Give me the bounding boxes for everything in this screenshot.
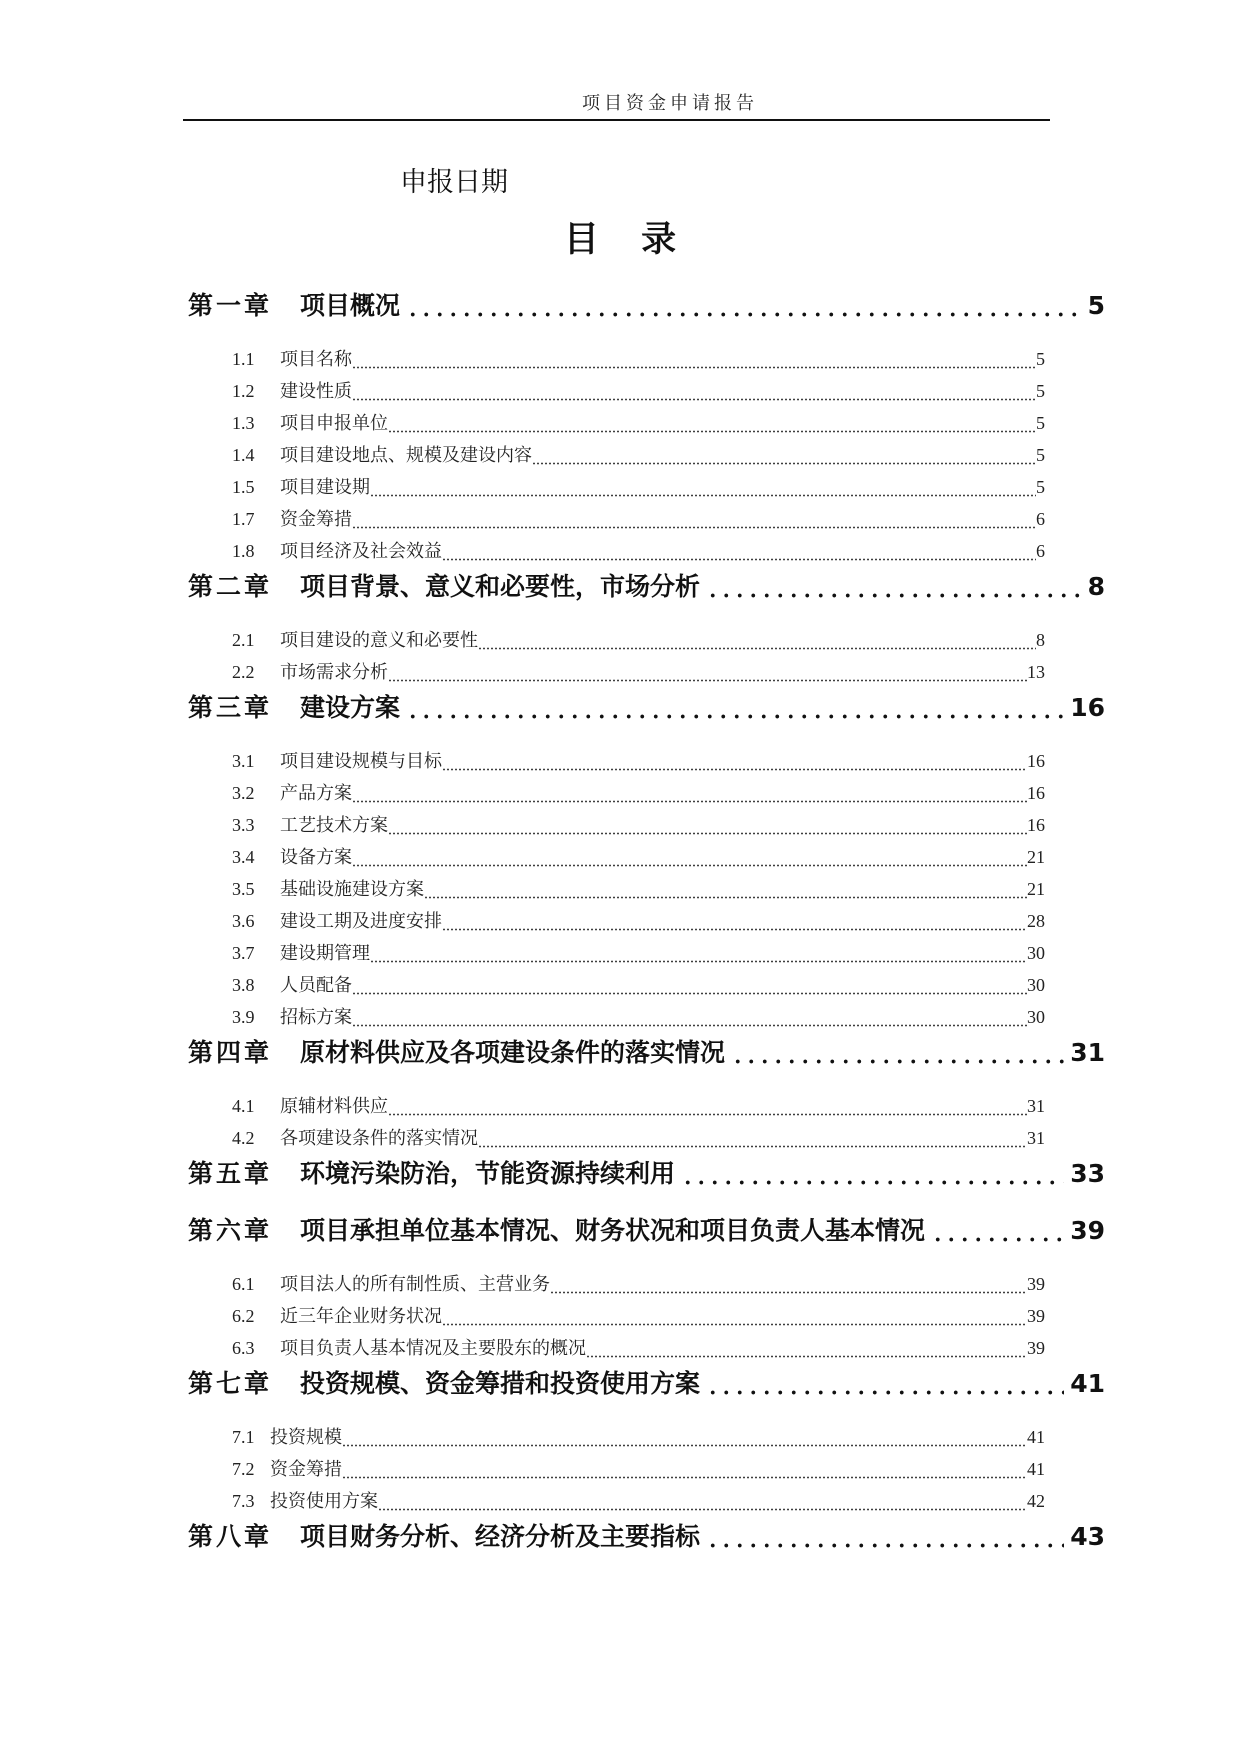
section-number: 6.1 [232,1274,255,1294]
section-title: 人员配备 [280,975,352,995]
toc-chapter-entry [188,1211,1105,1251]
dot-leader [370,494,1036,497]
dot-leader [706,593,1082,598]
section-number: 2.1 [232,630,255,650]
toc-chapter-group [188,567,1105,688]
section-number: 6.2 [232,1306,255,1326]
chapter-title: 投资规模、资金筹措和投资使用方案 [300,1369,701,1398]
toc-chapter-entry [188,1517,1105,1557]
section-number: 3.3 [232,815,255,835]
toc-section-entry [232,375,1045,407]
toc-chapter-entry [188,567,1105,607]
dot-leader [442,768,1027,771]
section-page-number: 5 [1036,349,1045,369]
toc-section-entry [232,439,1045,471]
toc-chapter-group [188,688,1105,1033]
dot-leader [352,992,1027,995]
section-number: 7.2 [232,1459,255,1479]
toc-section-entry [232,1122,1045,1154]
section-title: 设备方案 [280,847,352,867]
section-page-number: 31 [1027,1128,1045,1148]
section-title: 资金筹措 [270,1459,342,1479]
section-page-number: 39 [1027,1274,1045,1294]
chapter-label: 第七章 [188,1369,273,1398]
section-title: 投资规模 [270,1427,342,1447]
section-number: 1.8 [232,541,255,561]
dot-leader [352,864,1027,867]
chapter-label: 第三章 [188,693,273,722]
section-title: 项目建设期 [280,477,370,497]
section-number: 3.1 [232,751,255,771]
section-page-number: 16 [1027,751,1045,771]
dot-leader [586,1355,1027,1358]
chapter-title: 建设方案 [300,693,401,722]
dot-leader [931,1237,1064,1242]
section-title: 原辅材料供应 [280,1096,388,1116]
section-page-number: 5 [1036,381,1045,401]
section-page-number: 16 [1027,815,1045,835]
section-title: 项目建设地点、规模及建设内容 [280,445,532,465]
dot-leader [388,832,1027,835]
toc-section-entry [232,535,1045,567]
toc-section-entry [232,343,1045,375]
toc-section-entry [232,503,1045,535]
dot-leader [370,960,1027,963]
toc-chapter-entry [188,1154,1105,1194]
toc-chapter-group [188,1517,1105,1557]
toc-section-entry [232,1453,1045,1485]
toc-section-entry [232,969,1045,1001]
chapter-label: 第八章 [188,1522,273,1551]
section-page-number: 30 [1027,1007,1045,1027]
section-number: 3.4 [232,847,255,867]
toc-title: 目 录 [563,220,677,260]
toc-chapter-entry [188,1033,1105,1073]
toc-section-entry [232,937,1045,969]
dot-leader [442,558,1036,561]
toc-section-entry [232,1332,1045,1364]
section-number: 1.5 [232,477,255,497]
toc-chapter-group [188,1033,1105,1154]
dot-leader [731,1059,1064,1064]
dot-leader [352,526,1036,529]
section-number: 1.7 [232,509,255,529]
section-title: 市场需求分析 [280,662,388,682]
section-title: 项目法人的所有制性质、主营业务 [280,1274,550,1294]
section-number: 2.2 [232,662,255,682]
toc-section-entry [232,905,1045,937]
section-page-number: 30 [1027,975,1045,995]
header-divider [183,119,1050,121]
section-number: 6.3 [232,1338,255,1358]
section-title: 近三年企业财务状况 [280,1306,442,1326]
dot-leader [478,1145,1027,1148]
section-title: 项目建设规模与目标 [280,751,442,771]
toc-section-entry [232,777,1045,809]
toc-section-entry [232,471,1045,503]
toc-section-entry [232,1001,1045,1033]
section-page-number: 41 [1027,1459,1045,1479]
chapter-label: 第六章 [188,1216,273,1245]
section-title: 各项建设条件的落实情况 [280,1128,478,1148]
chapter-title: 环境污染防治，节能资源持续利用 [300,1159,676,1188]
dot-leader [388,430,1036,433]
section-page-number: 31 [1027,1096,1045,1116]
section-page-number: 39 [1027,1338,1045,1358]
section-page-number: 8 [1036,630,1045,650]
section-page-number: 21 [1027,847,1045,867]
chapter-label: 第四章 [188,1038,273,1067]
section-page-number: 5 [1036,477,1045,497]
chapter-page-number: 41 [1070,1369,1105,1398]
toc-section-entry [232,656,1045,688]
section-title: 建设性质 [280,381,352,401]
toc-section-entry [232,1300,1045,1332]
section-number: 1.1 [232,349,255,369]
toc-section-entry [232,745,1045,777]
section-number: 7.3 [232,1491,255,1511]
toc-chapter-group [188,1364,1105,1517]
section-title: 项目经济及社会效益 [280,541,442,561]
chapter-page-number: 5 [1087,291,1105,320]
toc-chapter-entry [188,688,1105,728]
toc-section-entry [232,841,1045,873]
dot-leader [378,1508,1027,1511]
dot-leader [442,928,1027,931]
chapter-page-number: 16 [1070,693,1105,722]
dot-leader [352,398,1036,401]
chapter-label: 第一章 [188,291,273,320]
section-number: 3.9 [232,1007,255,1027]
chapter-title: 项目承担单位基本情况、财务状况和项目负责人基本情况 [300,1216,926,1245]
dot-leader [532,462,1036,465]
toc-chapter-entry [188,1364,1105,1404]
chapter-title: 项目财务分析、经济分析及主要指标 [300,1522,701,1551]
chapter-title: 原材料供应及各项建设条件的落实情况 [300,1038,726,1067]
section-title: 项目申报单位 [280,413,388,433]
dot-leader [352,366,1036,369]
section-page-number: 39 [1027,1306,1045,1326]
section-title: 产品方案 [280,783,352,803]
toc-section-entry [232,407,1045,439]
chapter-page-number: 33 [1070,1159,1105,1188]
dot-leader [406,312,1082,317]
section-page-number: 5 [1036,445,1045,465]
page-header-title: 项目资金申请报告 [582,93,758,114]
dot-leader [424,896,1027,899]
chapter-page-number: 31 [1070,1038,1105,1067]
toc-section-entry [232,1090,1045,1122]
section-number: 1.2 [232,381,255,401]
section-title: 基础设施建设方案 [280,879,424,899]
section-number: 7.1 [232,1427,255,1447]
chapter-label: 第五章 [188,1159,273,1188]
dot-leader [388,679,1027,682]
toc-section-entry [232,1485,1045,1517]
toc-section-entry [232,809,1045,841]
dot-leader [388,1113,1027,1116]
chapter-page-number: 39 [1070,1216,1105,1245]
section-page-number: 30 [1027,943,1045,963]
section-number: 3.5 [232,879,255,899]
section-title: 招标方案 [280,1007,352,1027]
section-title: 项目负责人基本情况及主要股东的概况 [280,1338,586,1358]
dot-leader [342,1444,1027,1447]
section-page-number: 13 [1027,662,1045,682]
table-of-contents [188,286,1105,1574]
dot-leader [352,800,1027,803]
dot-leader [442,1323,1027,1326]
section-title: 工艺技术方案 [280,815,388,835]
section-number: 4.1 [232,1096,255,1116]
section-page-number: 41 [1027,1427,1045,1447]
section-page-number: 16 [1027,783,1045,803]
section-page-number: 6 [1036,509,1045,529]
chapter-page-number: 43 [1070,1522,1105,1551]
section-title: 资金筹措 [280,509,352,529]
report-date-label: 申报日期 [400,167,508,198]
dot-leader [342,1476,1027,1479]
toc-chapter-group [188,1211,1105,1364]
dot-leader [406,714,1064,719]
section-number: 1.4 [232,445,255,465]
section-number: 3.7 [232,943,255,963]
chapter-title: 项目背景、意义和必要性，市场分析 [300,572,701,601]
section-number: 3.2 [232,783,255,803]
toc-section-entry [232,873,1045,905]
section-title: 项目建设的意义和必要性 [280,630,478,650]
dot-leader [706,1543,1064,1548]
dot-leader [478,647,1036,650]
section-title: 建设工期及进度安排 [280,911,442,931]
chapter-label: 第二章 [188,572,273,601]
chapter-page-number: 8 [1087,572,1105,601]
dot-leader [706,1390,1064,1395]
section-number: 4.2 [232,1128,255,1148]
chapter-title: 项目概况 [300,291,401,320]
section-number: 3.8 [232,975,255,995]
dot-leader [550,1291,1027,1294]
section-number: 3.6 [232,911,255,931]
toc-section-entry [232,624,1045,656]
toc-section-entry [232,1268,1045,1300]
section-page-number: 21 [1027,879,1045,899]
section-page-number: 42 [1027,1491,1045,1511]
toc-section-entry [232,1421,1045,1453]
toc-chapter-group [188,1154,1105,1194]
section-title: 项目名称 [280,349,352,369]
dot-leader [681,1180,1064,1185]
toc-chapter-group [188,286,1105,567]
section-title: 建设期管理 [280,943,370,963]
section-page-number: 28 [1027,911,1045,931]
dot-leader [352,1024,1027,1027]
section-page-number: 5 [1036,413,1045,433]
section-title: 投资使用方案 [270,1491,378,1511]
toc-chapter-entry [188,286,1105,326]
section-number: 1.3 [232,413,255,433]
section-page-number: 6 [1036,541,1045,561]
